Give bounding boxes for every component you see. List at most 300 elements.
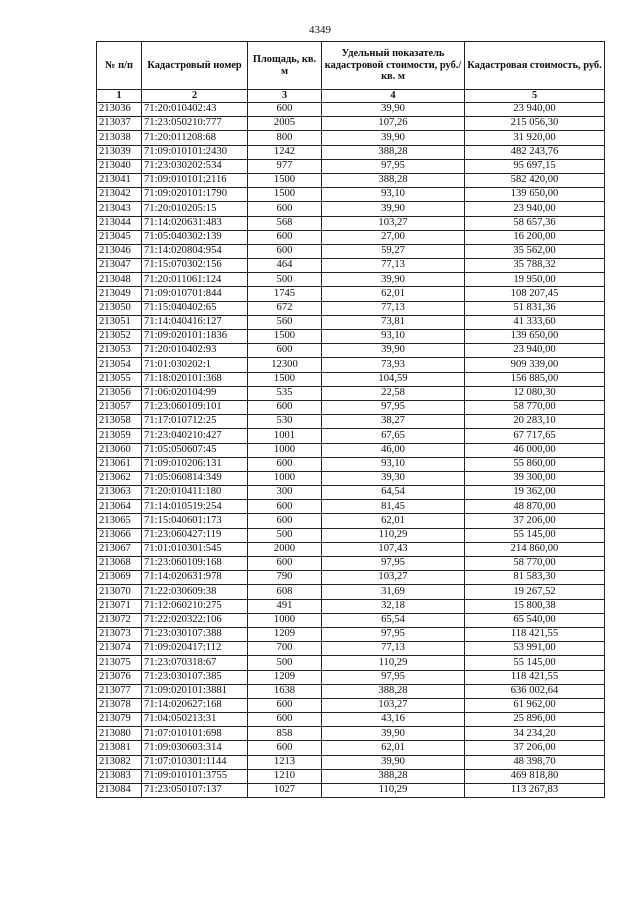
row-number-cell: 213075 (97, 656, 142, 670)
area-cell: 1209 (248, 627, 322, 641)
column-number-row (97, 90, 605, 103)
table-row (97, 571, 605, 585)
table-row (97, 528, 605, 542)
unit-value-cell: 67,65 (322, 429, 465, 443)
cadastral-value-cell: 139 650,00 (465, 188, 605, 202)
cadastral-number-cell: 71:09:020101:3881 (142, 684, 248, 698)
area-cell: 1500 (248, 372, 322, 386)
unit-value-cell: 65,54 (322, 613, 465, 627)
row-number-cell: 213079 (97, 713, 142, 727)
area-cell: 500 (248, 273, 322, 287)
area-cell: 1210 (248, 769, 322, 783)
area-cell: 1001 (248, 429, 322, 443)
table-row (97, 698, 605, 712)
area-cell: 12300 (248, 358, 322, 372)
area-cell: 491 (248, 599, 322, 613)
cadastral-number-cell: 71:06:020104:99 (142, 386, 248, 400)
area-cell: 1500 (248, 330, 322, 344)
unit-value-cell: 93,10 (322, 188, 465, 202)
area-cell: 600 (248, 230, 322, 244)
cadastral-value-cell: 95 697,15 (465, 159, 605, 173)
cadastral-value-cell: 37 206,00 (465, 741, 605, 755)
cadastral-number-cell: 71:22:020322:106 (142, 613, 248, 627)
table-row (97, 301, 605, 315)
area-cell: 1000 (248, 613, 322, 627)
area-cell: 1213 (248, 755, 322, 769)
table-row (97, 741, 605, 755)
header-row (97, 42, 605, 90)
table-body (97, 90, 605, 798)
row-number-cell: 213043 (97, 202, 142, 216)
table-row (97, 486, 605, 500)
cadastral-number-cell: 71:05:040302:139 (142, 230, 248, 244)
table-row (97, 330, 605, 344)
unit-value-cell: 388,28 (322, 173, 465, 187)
row-number-cell: 213052 (97, 330, 142, 344)
cadastral-number-cell: 71:07:010301:1144 (142, 755, 248, 769)
cadastral-number-cell: 71:20:011208:68 (142, 131, 248, 145)
row-number-cell: 213059 (97, 429, 142, 443)
cadastral-value-cell: 20 283,10 (465, 415, 605, 429)
table-row (97, 713, 605, 727)
table-row (97, 627, 605, 641)
table-row (97, 684, 605, 698)
row-number-cell: 213048 (97, 273, 142, 287)
unit-value-cell: 31,69 (322, 585, 465, 599)
row-number-cell: 213060 (97, 443, 142, 457)
cadastral-number-cell: 71:20:010402:93 (142, 344, 248, 358)
unit-value-cell: 93,10 (322, 457, 465, 471)
row-number-cell: 213083 (97, 769, 142, 783)
area-cell: 600 (248, 713, 322, 727)
area-cell: 500 (248, 656, 322, 670)
row-number-cell: 213062 (97, 471, 142, 485)
area-cell: 600 (248, 202, 322, 216)
table-row (97, 159, 605, 173)
row-number-cell: 213051 (97, 315, 142, 329)
column-number: 3 (248, 90, 322, 103)
area-cell: 500 (248, 528, 322, 542)
row-number-cell: 213061 (97, 457, 142, 471)
row-number-cell: 213055 (97, 372, 142, 386)
unit-value-cell: 64,54 (322, 486, 465, 500)
cadastral-number-cell: 71:09:010101:2430 (142, 145, 248, 159)
unit-value-cell: 103,27 (322, 571, 465, 585)
cadastral-value-cell: 636 002,64 (465, 684, 605, 698)
area-cell: 600 (248, 344, 322, 358)
cadastral-number-cell: 71:20:010205:15 (142, 202, 248, 216)
table-row (97, 727, 605, 741)
unit-value-cell: 22,58 (322, 386, 465, 400)
unit-value-cell: 97,95 (322, 627, 465, 641)
area-cell: 464 (248, 259, 322, 273)
table-row (97, 542, 605, 556)
unit-value-cell: 59,27 (322, 244, 465, 258)
unit-value-cell: 39,90 (322, 103, 465, 117)
table-row (97, 372, 605, 386)
area-cell: 600 (248, 244, 322, 258)
cadastral-number-cell: 71:14:020631:978 (142, 571, 248, 585)
cadastral-value-cell: 19 267,52 (465, 585, 605, 599)
cadastral-number-cell: 71:14:040416:127 (142, 315, 248, 329)
table-row (97, 500, 605, 514)
area-cell: 568 (248, 216, 322, 230)
table-row (97, 386, 605, 400)
header-unit-value: Удельный показатель кадастровой стоимости, руб./кв. м (322, 42, 465, 90)
row-number-cell: 213073 (97, 627, 142, 641)
cadastral-value-cell: 15 800,38 (465, 599, 605, 613)
unit-value-cell: 97,95 (322, 159, 465, 173)
cadastral-value-cell: 16 200,00 (465, 230, 605, 244)
unit-value-cell: 110,29 (322, 656, 465, 670)
cadastral-number-cell: 71:23:060109:168 (142, 557, 248, 571)
cadastral-number-cell: 71:23:030107:385 (142, 670, 248, 684)
area-cell: 700 (248, 642, 322, 656)
row-number-cell: 213072 (97, 613, 142, 627)
row-number-cell: 213049 (97, 287, 142, 301)
row-number-cell: 213078 (97, 698, 142, 712)
cadastral-value-cell: 39 300,00 (465, 471, 605, 485)
table-row (97, 230, 605, 244)
area-cell: 600 (248, 698, 322, 712)
cadastral-value-cell: 55 145,00 (465, 528, 605, 542)
cadastral-number-cell: 71:09:010101:3755 (142, 769, 248, 783)
unit-value-cell: 62,01 (322, 287, 465, 301)
area-cell: 1745 (248, 287, 322, 301)
header-cadastral-value: Кадастровая стоимость, руб. (465, 42, 605, 90)
area-cell: 1000 (248, 471, 322, 485)
unit-value-cell: 27,00 (322, 230, 465, 244)
area-cell: 2005 (248, 117, 322, 131)
table-row (97, 599, 605, 613)
cadastral-value-cell: 19 950,00 (465, 273, 605, 287)
cadastral-number-cell: 71:14:020631:483 (142, 216, 248, 230)
area-cell: 530 (248, 415, 322, 429)
cadastral-number-cell: 71:23:030107:388 (142, 627, 248, 641)
cadastral-value-cell: 582 420,00 (465, 173, 605, 187)
cadastral-value-cell: 37 206,00 (465, 514, 605, 528)
table-row (97, 471, 605, 485)
cadastral-number-cell: 71:23:070318:67 (142, 656, 248, 670)
unit-value-cell: 77,13 (322, 642, 465, 656)
cadastral-value-cell: 67 717,65 (465, 429, 605, 443)
row-number-cell: 213074 (97, 642, 142, 656)
table-row (97, 557, 605, 571)
unit-value-cell: 43,16 (322, 713, 465, 727)
row-number-cell: 213042 (97, 188, 142, 202)
unit-value-cell: 73,93 (322, 358, 465, 372)
column-number: 5 (465, 90, 605, 103)
area-cell: 2000 (248, 542, 322, 556)
unit-value-cell: 39,90 (322, 344, 465, 358)
cadastral-value-cell: 23 940,00 (465, 103, 605, 117)
table-row (97, 273, 605, 287)
unit-value-cell: 110,29 (322, 528, 465, 542)
page-number: 4349 (309, 24, 331, 36)
cadastral-number-cell: 71:20:010402:43 (142, 103, 248, 117)
unit-value-cell: 103,27 (322, 698, 465, 712)
row-number-cell: 213080 (97, 727, 142, 741)
table-row (97, 173, 605, 187)
table-row (97, 784, 605, 798)
row-number-cell: 213065 (97, 514, 142, 528)
area-cell: 1638 (248, 684, 322, 698)
row-number-cell: 213058 (97, 415, 142, 429)
cadastral-value-cell: 41 333,60 (465, 315, 605, 329)
row-number-cell: 213041 (97, 173, 142, 187)
row-number-cell: 213071 (97, 599, 142, 613)
cadastral-value-cell: 55 860,00 (465, 457, 605, 471)
table-row (97, 358, 605, 372)
cadastral-value-cell: 108 207,45 (465, 287, 605, 301)
table-row (97, 117, 605, 131)
table-row (97, 656, 605, 670)
table-row (97, 188, 605, 202)
table-row (97, 613, 605, 627)
cadastral-number-cell: 71:23:050210:777 (142, 117, 248, 131)
area-cell: 1000 (248, 443, 322, 457)
row-number-cell: 213068 (97, 557, 142, 571)
area-cell: 1209 (248, 670, 322, 684)
cadastral-number-cell: 71:18:020101:368 (142, 372, 248, 386)
row-number-cell: 213050 (97, 301, 142, 315)
cadastral-number-cell: 71:23:060427:119 (142, 528, 248, 542)
area-cell: 600 (248, 557, 322, 571)
table-row (97, 244, 605, 258)
unit-value-cell: 388,28 (322, 769, 465, 783)
cadastral-value-cell: 23 940,00 (465, 344, 605, 358)
row-number-cell: 213067 (97, 542, 142, 556)
row-number-cell: 213037 (97, 117, 142, 131)
unit-value-cell: 62,01 (322, 514, 465, 528)
row-number-cell: 213069 (97, 571, 142, 585)
area-cell: 1500 (248, 188, 322, 202)
unit-value-cell: 39,90 (322, 727, 465, 741)
cadastral-value-cell: 118 421,55 (465, 670, 605, 684)
cadastral-value-cell: 35 788,32 (465, 259, 605, 273)
unit-value-cell: 93,10 (322, 330, 465, 344)
cadastral-value-cell: 25 896,00 (465, 713, 605, 727)
cadastral-number-cell: 71:14:020627:168 (142, 698, 248, 712)
column-number: 1 (97, 90, 142, 103)
cadastral-number-cell: 71:09:010101:2116 (142, 173, 248, 187)
area-cell: 600 (248, 514, 322, 528)
row-number-cell: 213040 (97, 159, 142, 173)
unit-value-cell: 103,27 (322, 216, 465, 230)
cadastral-value-cell: 53 991,00 (465, 642, 605, 656)
cadastral-value-cell: 81 583,30 (465, 571, 605, 585)
cadastral-number-cell: 71:22:030609:38 (142, 585, 248, 599)
table-row (97, 415, 605, 429)
cadastral-value-cell: 46 000,00 (465, 443, 605, 457)
area-cell: 608 (248, 585, 322, 599)
row-number-cell: 213070 (97, 585, 142, 599)
cadastral-value-cell: 215 056,30 (465, 117, 605, 131)
cadastral-number-cell: 71:14:020804:954 (142, 244, 248, 258)
unit-value-cell: 97,95 (322, 400, 465, 414)
row-number-cell: 213046 (97, 244, 142, 258)
unit-value-cell: 388,28 (322, 145, 465, 159)
area-cell: 672 (248, 301, 322, 315)
cadastral-number-cell: 71:23:040210:427 (142, 429, 248, 443)
unit-value-cell: 32,18 (322, 599, 465, 613)
unit-value-cell: 107,26 (322, 117, 465, 131)
cadastral-number-cell: 71:15:040601:173 (142, 514, 248, 528)
cadastral-number-cell: 71:15:040402:65 (142, 301, 248, 315)
table-row (97, 670, 605, 684)
unit-value-cell: 73,81 (322, 315, 465, 329)
table-row (97, 131, 605, 145)
area-cell: 600 (248, 103, 322, 117)
cadastral-value-cell: 113 267,83 (465, 784, 605, 798)
row-number-cell: 213077 (97, 684, 142, 698)
row-number-cell: 213044 (97, 216, 142, 230)
header-area: Площадь, кв. м (248, 42, 322, 90)
cadastral-number-cell: 71:23:050107:137 (142, 784, 248, 798)
unit-value-cell: 39,90 (322, 273, 465, 287)
cadastral-value-cell: 48 398,70 (465, 755, 605, 769)
table-row (97, 202, 605, 216)
area-cell: 600 (248, 741, 322, 755)
table-row (97, 429, 605, 443)
unit-value-cell: 97,95 (322, 557, 465, 571)
cadastral-number-cell: 71:05:050607:45 (142, 443, 248, 457)
table-row (97, 103, 605, 117)
cadastral-number-cell: 71:17:010712:25 (142, 415, 248, 429)
unit-value-cell: 107,43 (322, 542, 465, 556)
area-cell: 1500 (248, 173, 322, 187)
row-number-cell: 213066 (97, 528, 142, 542)
cadastral-value-cell: 469 818,80 (465, 769, 605, 783)
cadastral-number-cell: 71:09:030603:314 (142, 741, 248, 755)
row-number-cell: 213039 (97, 145, 142, 159)
cadastral-number-cell: 71:05:060814:349 (142, 471, 248, 485)
table-row (97, 443, 605, 457)
table-row (97, 755, 605, 769)
table-row (97, 315, 605, 329)
table-row (97, 287, 605, 301)
row-number-cell: 213063 (97, 486, 142, 500)
cadastral-value-cell: 31 920,00 (465, 131, 605, 145)
cadastral-number-cell: 71:09:020101:1836 (142, 330, 248, 344)
table-row (97, 514, 605, 528)
cadastral-number-cell: 71:09:010206:131 (142, 457, 248, 471)
table-row (97, 400, 605, 414)
cadastral-number-cell: 71:20:011061:124 (142, 273, 248, 287)
unit-value-cell: 110,29 (322, 784, 465, 798)
area-cell: 600 (248, 400, 322, 414)
table-row (97, 642, 605, 656)
area-cell: 800 (248, 131, 322, 145)
row-number-cell: 213082 (97, 755, 142, 769)
cadastral-value-cell: 35 562,00 (465, 244, 605, 258)
row-number-cell: 213057 (97, 400, 142, 414)
cadastral-number-cell: 71:01:030202:1 (142, 358, 248, 372)
area-cell: 535 (248, 386, 322, 400)
table-row (97, 457, 605, 471)
cadastral-value-cell: 909 339,00 (465, 358, 605, 372)
unit-value-cell: 39,90 (322, 131, 465, 145)
table-row (97, 216, 605, 230)
row-number-cell: 213054 (97, 358, 142, 372)
header-row-number: № п/п (97, 42, 142, 90)
area-cell: 790 (248, 571, 322, 585)
unit-value-cell: 388,28 (322, 684, 465, 698)
cadastral-number-cell: 71:04:050213:31 (142, 713, 248, 727)
cadastral-value-cell: 61 962,00 (465, 698, 605, 712)
cadastral-value-cell: 58 657,36 (465, 216, 605, 230)
cadastral-value-cell: 58 770,00 (465, 400, 605, 414)
cadastral-value-cell: 156 885,00 (465, 372, 605, 386)
unit-value-cell: 77,13 (322, 259, 465, 273)
cadastral-value-cell: 214 860,00 (465, 542, 605, 556)
row-number-cell: 213081 (97, 741, 142, 755)
cadastral-value-table (96, 41, 605, 798)
row-number-cell: 213045 (97, 230, 142, 244)
area-cell: 560 (248, 315, 322, 329)
cadastral-value-cell: 51 831,36 (465, 301, 605, 315)
cadastral-number-cell: 71:07:010101:698 (142, 727, 248, 741)
table-row (97, 585, 605, 599)
area-cell: 977 (248, 159, 322, 173)
area-cell: 600 (248, 457, 322, 471)
unit-value-cell: 46,00 (322, 443, 465, 457)
cadastral-value-cell: 34 234,20 (465, 727, 605, 741)
row-number-cell: 213053 (97, 344, 142, 358)
cadastral-value-cell: 23 940,00 (465, 202, 605, 216)
unit-value-cell: 38,27 (322, 415, 465, 429)
row-number-cell: 213084 (97, 784, 142, 798)
unit-value-cell: 39,90 (322, 755, 465, 769)
cadastral-number-cell: 71:14:010519:254 (142, 500, 248, 514)
row-number-cell: 213064 (97, 500, 142, 514)
row-number-cell: 213047 (97, 259, 142, 273)
cadastral-number-cell: 71:12:060210:275 (142, 599, 248, 613)
cadastral-value-cell: 55 145,00 (465, 656, 605, 670)
table-row (97, 344, 605, 358)
header-cadastral-number: Кадастровый номер (142, 42, 248, 90)
unit-value-cell: 39,90 (322, 202, 465, 216)
cadastral-value-cell: 58 770,00 (465, 557, 605, 571)
cadastral-number-cell: 71:09:010701:844 (142, 287, 248, 301)
unit-value-cell: 39,30 (322, 471, 465, 485)
area-cell: 858 (248, 727, 322, 741)
unit-value-cell: 104,59 (322, 372, 465, 386)
row-number-cell: 213038 (97, 131, 142, 145)
cadastral-number-cell: 71:09:020417:112 (142, 642, 248, 656)
row-number-cell: 213076 (97, 670, 142, 684)
cadastral-value-cell: 12 080,30 (465, 386, 605, 400)
cadastral-number-cell: 71:23:060109:101 (142, 400, 248, 414)
table-row (97, 259, 605, 273)
area-cell: 600 (248, 500, 322, 514)
column-number: 4 (322, 90, 465, 103)
area-cell: 300 (248, 486, 322, 500)
cadastral-value-cell: 19 362,00 (465, 486, 605, 500)
cadastral-number-cell: 71:20:010411:180 (142, 486, 248, 500)
cadastral-number-cell: 71:01:010301:545 (142, 542, 248, 556)
cadastral-value-cell: 482 243,76 (465, 145, 605, 159)
cadastral-number-cell: 71:23:030202:534 (142, 159, 248, 173)
area-cell: 1242 (248, 145, 322, 159)
cadastral-number-cell: 71:09:020101:1790 (142, 188, 248, 202)
unit-value-cell: 97,95 (322, 670, 465, 684)
table-row (97, 145, 605, 159)
area-cell: 1027 (248, 784, 322, 798)
cadastral-value-cell: 48 870,00 (465, 500, 605, 514)
row-number-cell: 213056 (97, 386, 142, 400)
cadastral-value-cell: 139 650,00 (465, 330, 605, 344)
